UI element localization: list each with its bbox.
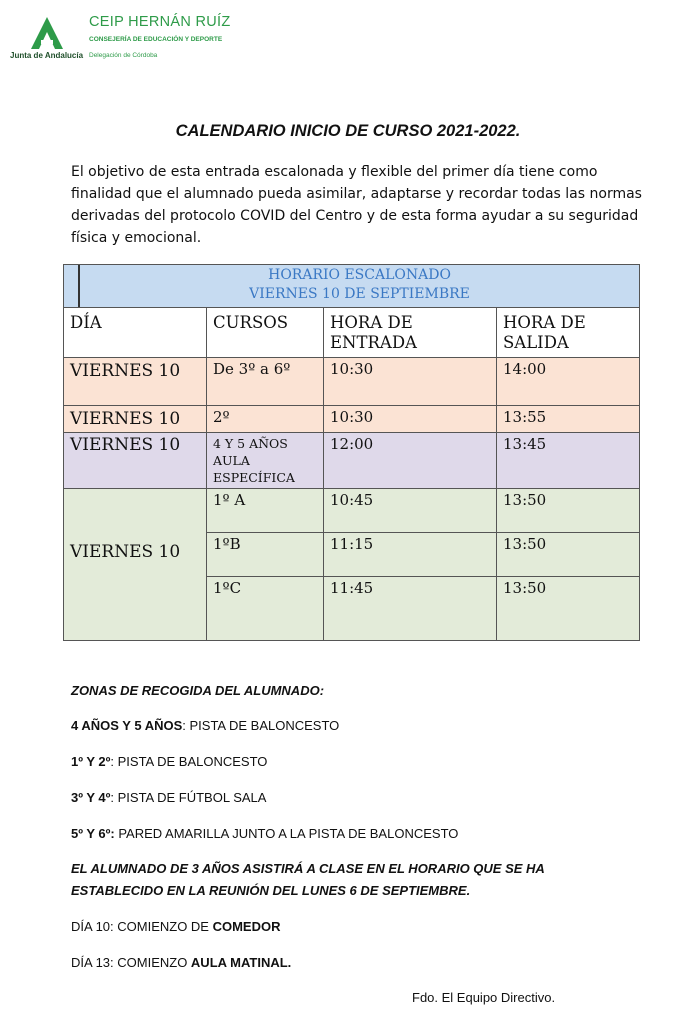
table-banner-row [64,265,640,308]
cell-entrada: 11:15 [324,533,497,577]
zona-line-1 [71,718,339,733]
cell-day: VIERNES 10 [64,433,207,489]
consejeria-label: CONSEJERÍA DE EDUCACIÓN Y DEPORTE [89,36,223,43]
cell-curso: 4 Y 5 AÑOS AULA ESPECÍFICA [207,433,324,489]
zona-line-3 [71,790,266,805]
cell-curso: 1º A [207,489,324,533]
zona-4-text: PARED AMARILLA JUNTO A LA PISTA DE BALONCESTO [114,826,459,841]
delegacion-label: Delegación de Córdoba [89,52,158,59]
cell-day: VIERNES 10 [64,406,207,433]
document-title: CALENDARIO INICIO DE CURSO 2021-2022. [175,122,521,140]
cell-day: VIERNES 10 [64,489,207,641]
cell-entrada: 10:30 [324,406,497,433]
zona-1-label: 4 AÑOS Y 5 AÑOS [71,718,183,733]
zona-3-text: : PISTA DE FÚTBOL SALA [110,790,267,805]
cell-entrada: 10:30 [324,358,497,406]
cell-curso: 2º [207,406,324,433]
cell-salida: 13:50 [497,533,640,577]
zona-4-label: 5º Y 6º: [71,826,115,841]
zona-2-label: 1º Y 2º [71,754,111,769]
banner-divider [78,265,80,307]
intro-paragraph: El objetivo de esta entrada escalonada y flexible del primer día tiene como finalidad que el alumnado pueda asimilar, adaptarse y recordar todas las normas derivadas del protocolo COVID del Centro y de esta forma ayudar a su seguridad física y emocional. [71,164,642,246]
tres-anos-line-2: ESTABLECIDO EN LA REUNIÓN DEL LUNES 6 DE SEPTIEMBRE. [71,883,471,898]
cell-salida: 13:50 [497,577,640,641]
header-dia: DÍA [64,308,207,358]
dia13-line [71,955,291,970]
cell-curso: 1ºC [207,577,324,641]
dia10-line [71,919,280,934]
header [10,10,310,62]
cell-curso: De 3º a 6º [207,358,324,406]
dia10-text: DÍA 10: COMIENZO DE [71,919,213,934]
dia10-bold: COMEDOR [212,919,281,934]
cell-salida: 13:55 [497,406,640,433]
header-hora-salida: HORA DE SALIDA [497,308,640,358]
table-row [64,358,640,406]
cell-curso: 1ºB [207,533,324,577]
zona-2-text: : PISTA DE BALONCESTO [110,754,268,769]
cell-salida: 13:50 [497,489,640,533]
junta-andalucia-logo-icon [30,16,64,50]
dia13-bold: AULA MATINAL. [190,955,292,970]
schedule-table [63,264,640,641]
tres-anos-line-1: EL ALUMNADO DE 3 AÑOS ASISTIRÁ A CLASE EN EL HORARIO QUE SE HA [71,861,545,876]
cell-salida: 13:45 [497,433,640,489]
cell-entrada: 12:00 [324,433,497,489]
zona-3-label: 3º Y 4º [71,790,111,805]
cell-salida: 14:00 [497,358,640,406]
dia13-text: DÍA 13: COMIENZO [71,955,191,970]
signature: Fdo. El Equipo Directivo. [412,990,556,1005]
zona-1-text: : PISTA DE BALONCESTO [182,718,340,733]
table-header-row [64,308,640,358]
cell-entrada: 10:45 [324,489,497,533]
table-row [64,406,640,433]
header-cursos: CURSOS [207,308,324,358]
banner-line-2: VIERNES 10 DE SEPTIEMBRE [249,286,470,302]
table-row [64,433,640,489]
school-name: CEIP HERNÁN RUÍZ [89,14,231,30]
header-hora-entrada: HORA DE ENTRADA [324,308,497,358]
banner-line-1: HORARIO ESCALONADO [268,267,451,283]
zona-line-2 [71,754,267,769]
brand-label: Junta de Andalucía [10,51,84,60]
zonas-title: ZONAS DE RECOGIDA DEL ALUMNADO: [71,683,325,698]
zona-line-4 [71,826,458,841]
cell-day: VIERNES 10 [64,358,207,406]
table-row [64,489,640,533]
table-banner [64,265,640,308]
cell-entrada: 11:45 [324,577,497,641]
